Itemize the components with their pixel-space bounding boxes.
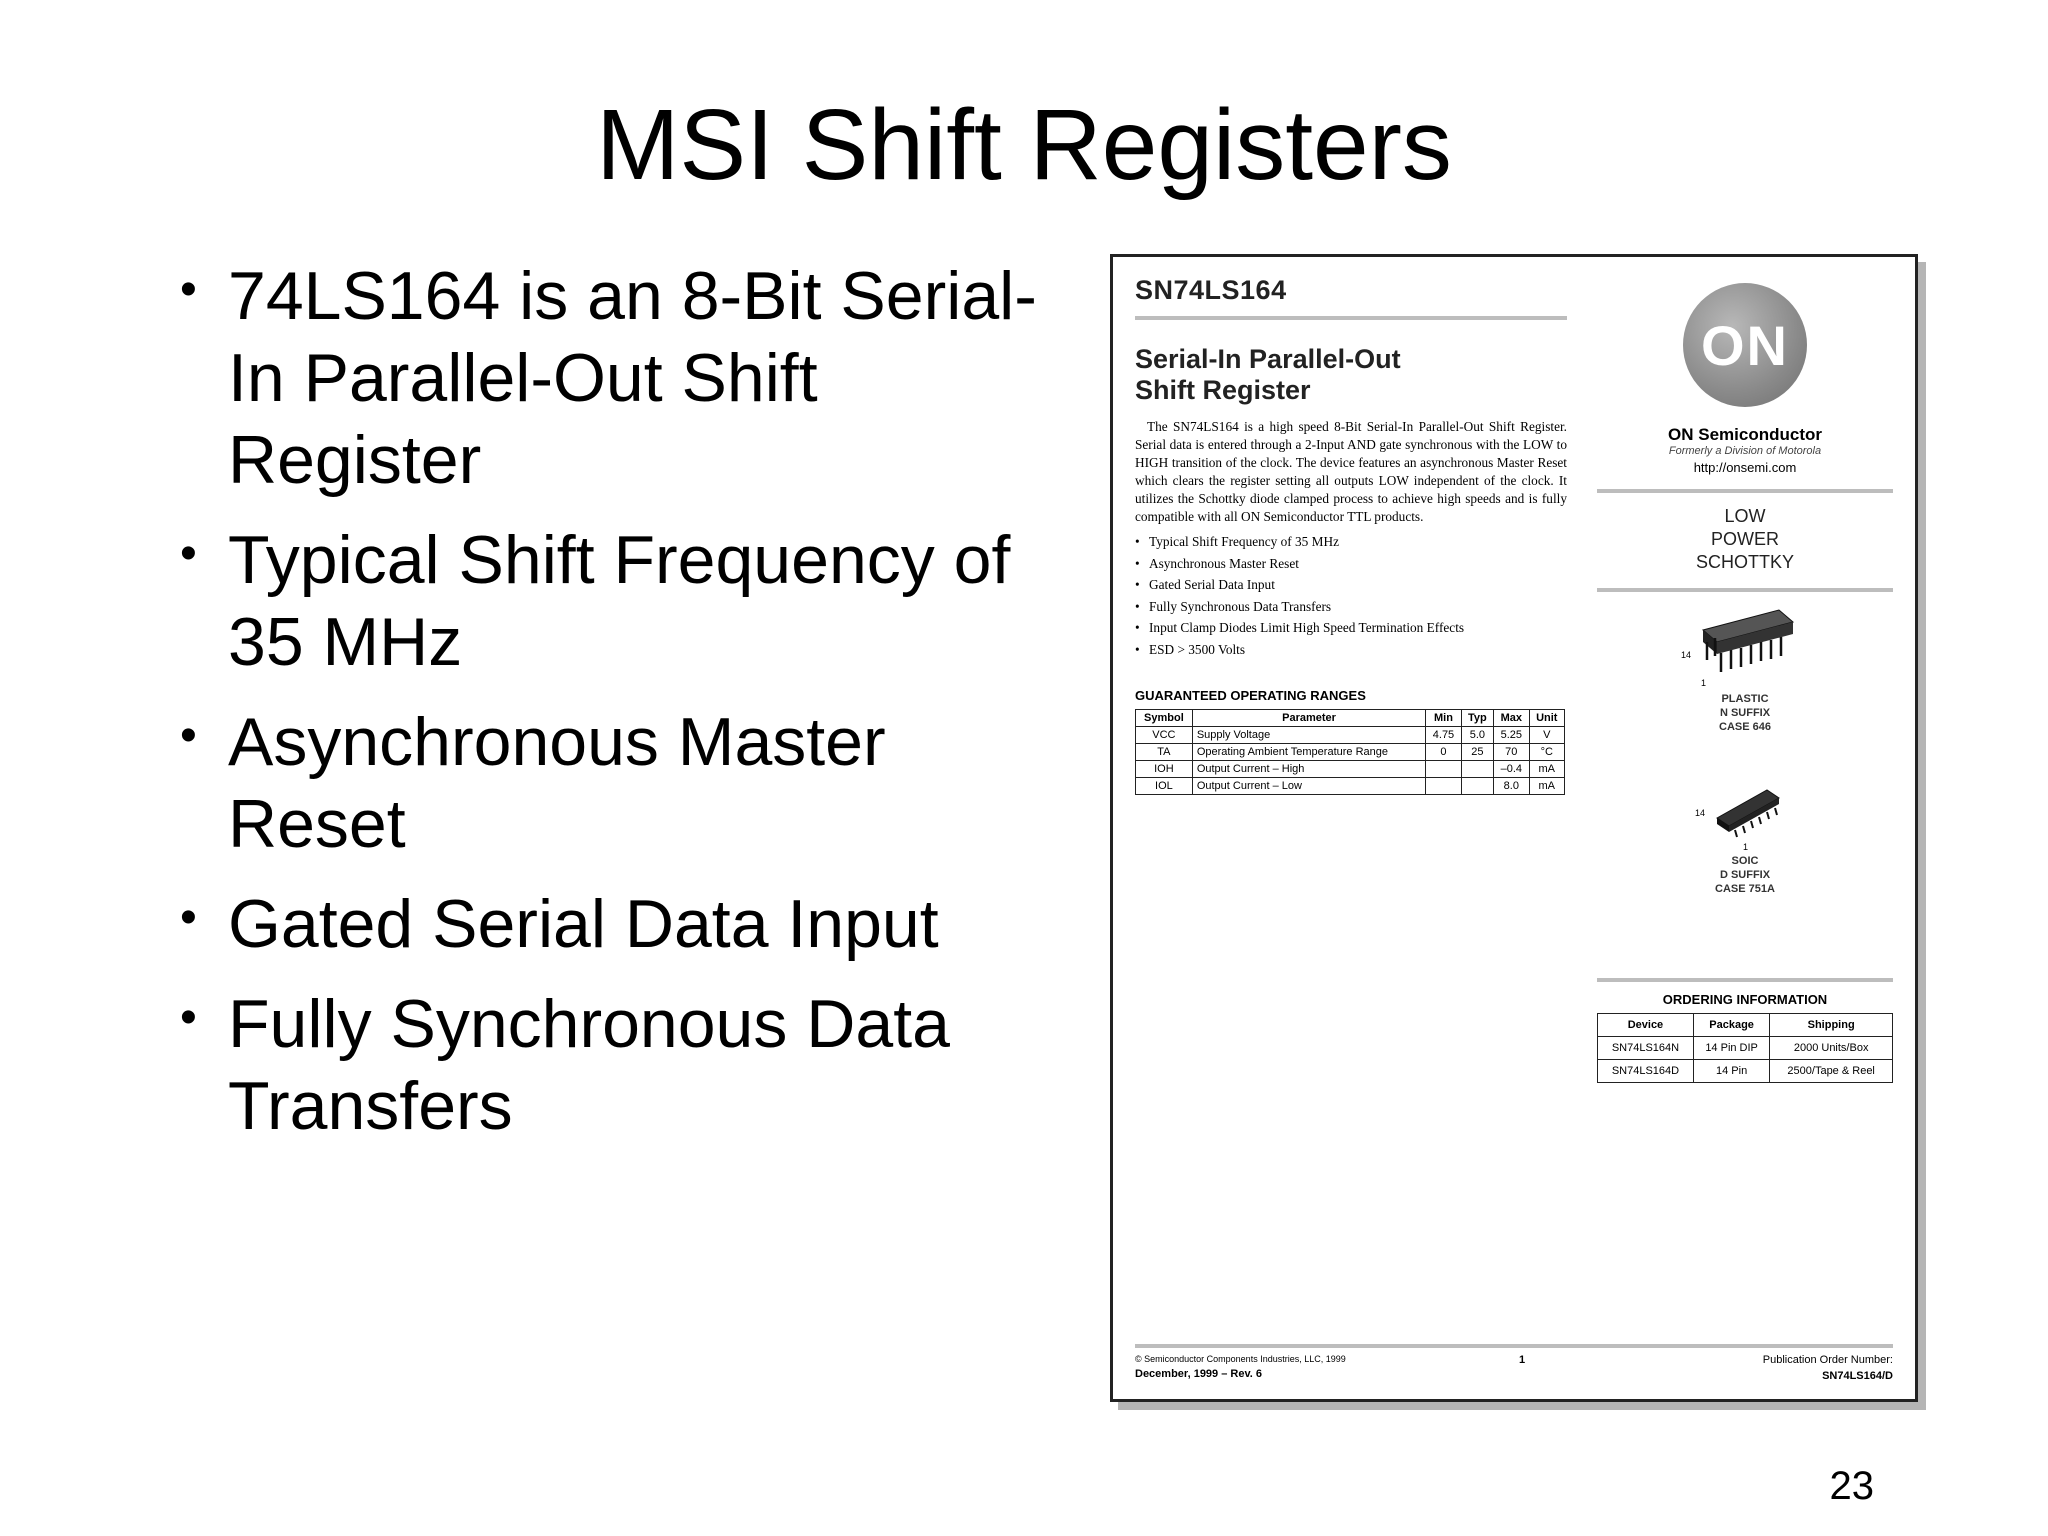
cell-parameter: Operating Ambient Temperature Range xyxy=(1192,744,1425,761)
cell-typ xyxy=(1461,778,1493,795)
cell-parameter: Output Current – Low xyxy=(1192,778,1425,795)
feature-item xyxy=(1135,639,1567,661)
datasheet-part-number: SN74LS164 xyxy=(1135,275,1287,305)
cell-shipping: 2500/Tape & Reel xyxy=(1770,1060,1893,1083)
datasheet-right-column xyxy=(1597,275,1893,1083)
feature-bullet: • xyxy=(1135,555,1140,571)
pin-label-top: 14 xyxy=(1695,808,1706,818)
package-label-line: PLASTIC xyxy=(1721,693,1769,705)
package-label-line: CASE 646 xyxy=(1719,721,1771,733)
divider xyxy=(1597,978,1893,982)
cell-symbol: TA xyxy=(1136,744,1193,761)
bullet-text: 74LS164 is an 8-Bit Serial-In Parallel-Out Shift Register xyxy=(228,258,1037,498)
bullet-item xyxy=(176,519,1076,683)
slide-title: MSI Shift Registers xyxy=(596,89,1452,201)
company-name: ON Semiconductor xyxy=(1668,425,1822,444)
cell-package: 14 Pin xyxy=(1693,1060,1769,1083)
footer-right xyxy=(1763,1354,1893,1382)
col-header: Unit xyxy=(1529,710,1564,727)
cell-typ xyxy=(1461,761,1493,778)
cell-max: –0.4 xyxy=(1494,761,1529,778)
bullet-item xyxy=(176,701,1076,865)
cell-device: SN74LS164D xyxy=(1598,1060,1694,1083)
revision-date: December, 1999 – Rev. 6 xyxy=(1135,1368,1262,1380)
publication-number: SN74LS164/D xyxy=(1822,1370,1893,1382)
table-header-row xyxy=(1598,1014,1893,1037)
package-label-line: CASE 751A xyxy=(1715,883,1775,895)
datasheet-image xyxy=(1110,254,1918,1402)
cell-typ: 25 xyxy=(1461,744,1493,761)
power-line: LOW xyxy=(1724,506,1766,526)
datasheet-description: The SN74LS164 is a high speed 8-Bit Serial-In Parallel-Out Shift Register. Serial data is entered through a 2-Input AND gate synchronous with the LOW to HIGH transition of the clock. The device features an asynchronous Master Reset which clears the register setting all outputs LOW independent of the clock. It utilizes the Schottky diode clamped process to achieve high speeds and is fully compatible with all ON Semiconductor TTL products. xyxy=(1135,419,1567,524)
power-label xyxy=(1597,505,1893,574)
pin-label-bottom: 1 xyxy=(1743,842,1749,852)
package-label xyxy=(1597,854,1893,896)
bullet-item xyxy=(176,883,1076,965)
feature-text: ESD > 3500 Volts xyxy=(1149,641,1246,657)
cell-unit: °C xyxy=(1529,744,1564,761)
feature-bullet: • xyxy=(1135,620,1140,635)
cell-parameter: Supply Voltage xyxy=(1192,727,1425,744)
pin-label-bottom: 1 xyxy=(1701,678,1707,688)
feature-item xyxy=(1135,574,1567,596)
soic-package-icon xyxy=(1675,774,1815,854)
pin-label-top: 14 xyxy=(1681,650,1692,660)
footer-left xyxy=(1135,1354,1346,1380)
datasheet-heading xyxy=(1135,344,1567,406)
slide-page-number: 23 xyxy=(1829,1464,1874,1508)
feature-list xyxy=(1135,531,1567,660)
bullet-text: Gated Serial Data Input xyxy=(228,886,939,962)
col-header: Shipping xyxy=(1770,1014,1893,1037)
col-header: Min xyxy=(1426,710,1461,727)
feature-bullet: • xyxy=(1135,598,1140,614)
cell-symbol: IOL xyxy=(1136,778,1193,795)
feature-bullet: • xyxy=(1135,577,1140,592)
publication-label: Publication Order Number: xyxy=(1762,1354,1893,1366)
cell-unit: mA xyxy=(1529,761,1564,778)
power-line: SCHOTTKY xyxy=(1695,552,1794,572)
feature-bullet: • xyxy=(1135,534,1140,549)
company-url: http://onsemi.com xyxy=(1693,460,1797,475)
cell-package: 14 Pin DIP xyxy=(1693,1037,1769,1060)
divider xyxy=(1135,316,1567,320)
table-row xyxy=(1136,778,1565,795)
col-header: Max xyxy=(1494,710,1529,727)
copyright: © Semiconductor Components Industries, LLC, 1999 xyxy=(1135,1354,1346,1364)
on-semiconductor-logo xyxy=(1683,283,1807,407)
col-header: Symbol xyxy=(1136,710,1193,727)
cell-shipping: 2000 Units/Box xyxy=(1770,1037,1893,1060)
feature-item xyxy=(1135,553,1567,575)
cell-min: 4.75 xyxy=(1426,727,1461,744)
feature-text: Asynchronous Master Reset xyxy=(1149,555,1299,571)
cell-unit: mA xyxy=(1529,778,1564,795)
table-row xyxy=(1598,1060,1893,1083)
table-row xyxy=(1136,744,1565,761)
divider xyxy=(1597,489,1893,493)
feature-item xyxy=(1135,596,1567,618)
table-row xyxy=(1136,761,1565,778)
bullet-item xyxy=(176,983,1076,1147)
operating-ranges-title: GUARANTEED OPERATING RANGES xyxy=(1135,688,1366,703)
feature-item xyxy=(1135,617,1567,639)
package-label-line: D SUFFIX xyxy=(1719,869,1771,881)
package-label-line: SOIC xyxy=(1731,855,1759,867)
cell-symbol: IOH xyxy=(1136,761,1193,778)
feature-text: Typical Shift Frequency of 35 MHz xyxy=(1149,534,1339,549)
cell-min xyxy=(1426,761,1461,778)
cell-parameter: Output Current – High xyxy=(1192,761,1425,778)
cell-unit: V xyxy=(1529,727,1564,744)
cell-symbol: VCC xyxy=(1136,727,1193,744)
table-row xyxy=(1136,727,1565,744)
col-header: Package xyxy=(1693,1014,1769,1037)
feature-text: Fully Synchronous Data Transfers xyxy=(1149,598,1332,614)
feature-bullet: • xyxy=(1135,641,1140,657)
feature-text: Gated Serial Data Input xyxy=(1149,577,1275,592)
bullet-dot: • xyxy=(180,263,197,316)
logo-text: ON xyxy=(1701,313,1789,377)
dip-package-icon xyxy=(1675,592,1815,692)
cell-min: 0 xyxy=(1426,744,1461,761)
bullet-dot: • xyxy=(180,991,197,1044)
package-label xyxy=(1597,692,1893,734)
feature-item xyxy=(1135,531,1567,553)
cell-device: SN74LS164N xyxy=(1598,1037,1694,1060)
company-subtitle: Formerly a Division of Motorola xyxy=(1668,445,1822,457)
bullet-dot: • xyxy=(180,527,197,580)
bullet-dot: • xyxy=(180,709,197,762)
table-row xyxy=(1598,1037,1893,1060)
datasheet-left-column xyxy=(1135,275,1567,795)
divider xyxy=(1135,1344,1893,1348)
power-line: POWER xyxy=(1710,529,1779,549)
bullet-text: Asynchronous Master Reset xyxy=(228,704,886,862)
cell-max: 5.25 xyxy=(1494,727,1529,744)
col-header: Device xyxy=(1598,1014,1694,1037)
ordering-title: ORDERING INFORMATION xyxy=(1662,992,1828,1007)
col-header: Parameter xyxy=(1192,710,1425,727)
heading-line: Shift Register xyxy=(1135,375,1311,405)
bullet-list xyxy=(176,255,1076,1165)
bullet-text: Typical Shift Frequency of 35 MHz xyxy=(228,522,1011,680)
package-label-line: N SUFFIX xyxy=(1719,707,1771,719)
cell-min xyxy=(1426,778,1461,795)
datasheet-footer xyxy=(1135,1344,1893,1382)
cell-max: 70 xyxy=(1494,744,1529,761)
cell-max: 8.0 xyxy=(1494,778,1529,795)
table-header-row xyxy=(1136,710,1565,727)
bullet-item xyxy=(176,255,1076,501)
feature-text: Input Clamp Diodes Limit High Speed Termination Effects xyxy=(1149,620,1465,635)
bullet-dot: • xyxy=(180,891,197,944)
heading-line: Serial-In Parallel-Out xyxy=(1135,344,1401,374)
col-header: Typ xyxy=(1461,710,1493,727)
cell-typ: 5.0 xyxy=(1461,727,1493,744)
datasheet-page-number: 1 xyxy=(1519,1354,1526,1366)
ordering-table xyxy=(1597,1013,1893,1083)
bullet-text: Fully Synchronous Data Transfers xyxy=(228,986,950,1144)
operating-ranges-table xyxy=(1135,709,1565,795)
